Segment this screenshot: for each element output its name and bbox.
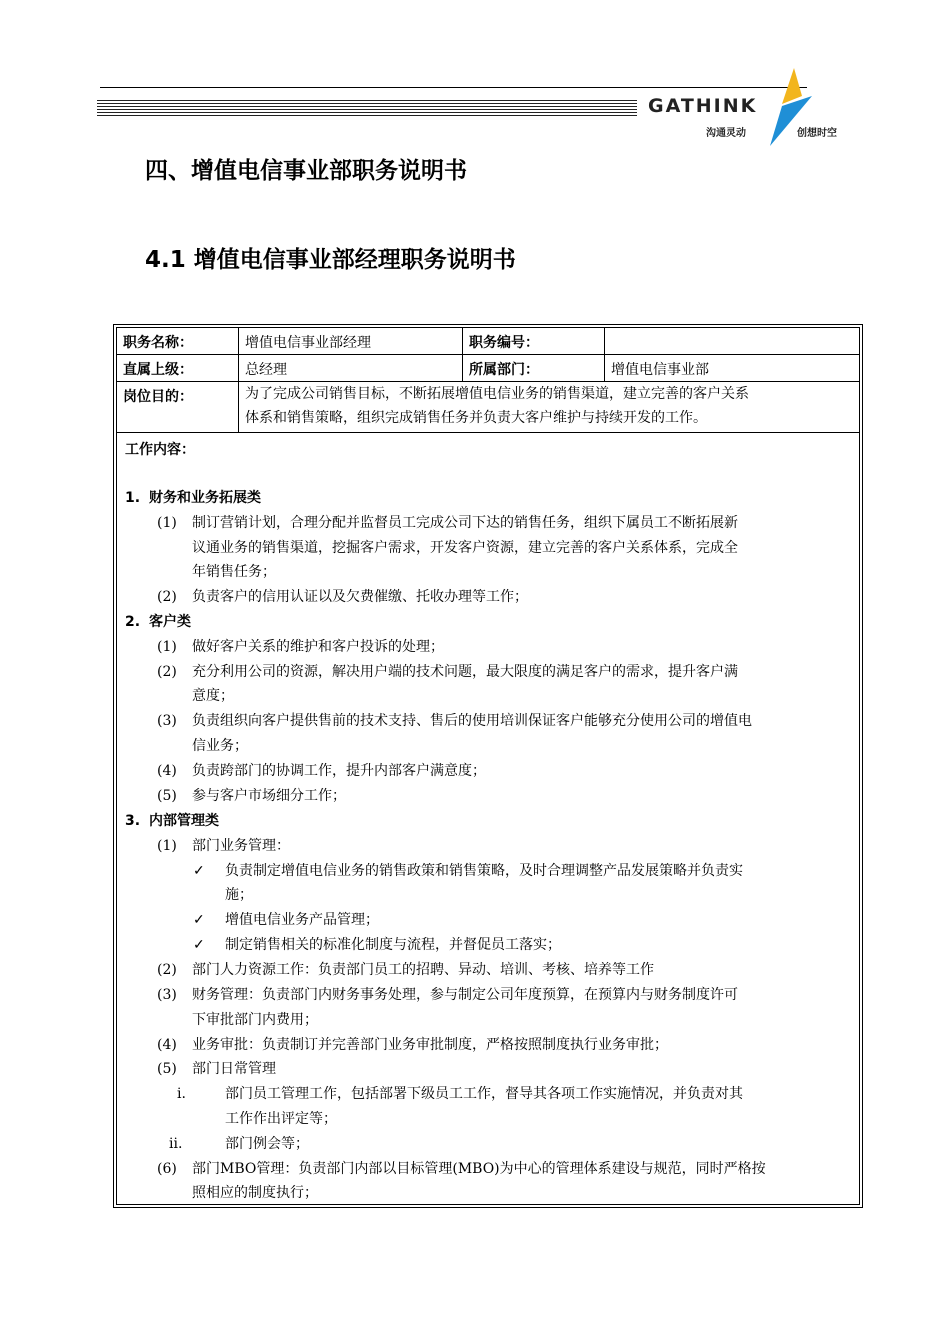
s3-item-3-line: 下审批部门内费用； <box>192 1012 318 1028</box>
job-code-label: 职务编号： <box>463 328 605 354</box>
s2-item-2-number: (2) <box>157 664 177 680</box>
checkmark-icon: ✓ <box>193 863 205 879</box>
table-row-supervisor <box>117 355 859 382</box>
section-heading: 四、增值电信事业部职务说明书 <box>145 158 467 184</box>
s3-item-4-number: (4) <box>157 1037 177 1053</box>
supervisor-value: 总经理 <box>239 355 463 381</box>
table-row-purpose <box>117 382 859 433</box>
s2-item-3-line: 信业务； <box>192 738 248 754</box>
purpose-line-2: 体系和销售策略，组织完成销售任务并负责大客户维护与持续开发的工作。 <box>245 410 707 426</box>
s1-item-1-number: (1) <box>157 515 177 531</box>
s3-item-6-number: (6) <box>157 1161 177 1177</box>
purpose-value <box>239 382 859 432</box>
s3-item-2-number: (2) <box>157 962 177 978</box>
section-3-number: 3. <box>125 813 141 829</box>
s3-item-3-line: 财务管理：负责部门内财务事务处理，参与制定公司年度预算，在预算内与财务制度许可 <box>192 987 738 1003</box>
s3-roman-1-number: i. <box>177 1086 186 1102</box>
s3-roman-2-number: ii. <box>169 1136 183 1152</box>
s3-item-1-number: (1) <box>157 838 177 854</box>
s3-check-1-line: 施； <box>225 887 253 903</box>
checkmark-icon: ✓ <box>193 937 205 953</box>
company-logo <box>648 66 858 148</box>
purpose-label: 岗位目的： <box>117 382 239 432</box>
table-inner-frame <box>116 327 860 1205</box>
section-2-title: 客户类 <box>149 614 191 630</box>
job-title-value: 增值电信事业部经理 <box>239 328 463 354</box>
job-description-table <box>113 324 863 1208</box>
s3-item-3-number: (3) <box>157 987 177 1003</box>
s2-item-5-number: (5) <box>157 788 177 804</box>
s1-item-1-line: 年销售任务； <box>192 564 276 580</box>
s2-item-1-line: 做好客户关系的维护和客户投诉的处理； <box>192 639 444 655</box>
s3-item-6-line: 照相应的制度执行； <box>192 1185 318 1201</box>
s1-item-2-line: 负责客户的信用认证以及欠费催缴、托收办理等工作； <box>192 589 528 605</box>
s2-item-1-number: (1) <box>157 639 177 655</box>
section-1-title: 财务和业务拓展类 <box>149 490 261 506</box>
s3-item-2-line: 部门人力资源工作：负责部门员工的招聘、异动、培训、考核、培养等工作 <box>192 962 654 978</box>
s3-item-5-line: 部门日常管理 <box>192 1061 276 1077</box>
logo-slogan-right: 创想时空 <box>797 128 837 139</box>
job-code-value <box>605 328 859 354</box>
s3-check-1-line: 负责制定增值电信业务的销售政策和销售策略，及时合理调整产品发展策略并负责实 <box>225 863 743 879</box>
s3-item-6-line: 部门MBO管理：负责部门内部以目标管理(MBO)为中心的管理体系建设与规范，同时严格按 <box>192 1161 766 1177</box>
logo-slogan-left: 沟通灵动 <box>706 128 746 139</box>
work-content-label: 工作内容： <box>125 442 195 458</box>
s3-item-5-number: (5) <box>157 1061 177 1077</box>
table-row-title <box>117 328 859 355</box>
s2-item-2-line: 充分利用公司的资源，解决用户端的技术问题，最大限度的满足客户的需求，提升客户满 <box>192 664 738 680</box>
work-content-cell <box>117 434 859 1204</box>
supervisor-label: 直属上级： <box>117 355 239 381</box>
section-2-number: 2. <box>125 614 141 630</box>
s3-roman-1-line: 部门员工管理工作，包括部署下级员工工作，督导其各项工作实施情况，并负责对其 <box>225 1086 743 1102</box>
s2-item-3-line: 负责组织向客户提供售前的技术支持、售后的使用培训保证客户能够充分使用公司的增值电 <box>192 713 752 729</box>
job-title-label: 职务名称： <box>117 328 239 354</box>
purpose-line-1: 为了完成公司销售目标，不断拓展增值电信业务的销售渠道，建立完善的客户关系 <box>245 386 749 402</box>
s1-item-1-line: 制订营销计划，合理分配并监督员工完成公司下达的销售任务，组织下属员工不断拓展新 <box>192 515 738 531</box>
s2-item-3-number: (3) <box>157 713 177 729</box>
s1-item-2-number: (2) <box>157 589 177 605</box>
s3-check-3-line: 制定销售相关的标准化制度与流程，并督促员工落实； <box>225 937 561 953</box>
s3-item-1-line: 部门业务管理： <box>192 838 290 854</box>
section-1-number: 1. <box>125 490 141 506</box>
department-value: 增值电信事业部 <box>611 362 709 378</box>
header-stripes <box>97 100 637 118</box>
checkmark-icon: ✓ <box>193 912 205 928</box>
s3-roman-2-line: 部门例会等； <box>225 1136 309 1152</box>
s2-item-4-line: 负责跨部门的协调工作，提升内部客户满意度； <box>192 763 486 779</box>
s2-item-4-number: (4) <box>157 763 177 779</box>
logo-wordmark: GATHINK <box>648 95 758 117</box>
department-label: 所属部门： <box>463 355 605 381</box>
s3-roman-1-line: 工作作出评定等； <box>225 1111 337 1127</box>
s1-item-1-line: 议通业务的销售渠道，挖掘客户需求，开发客户资源，建立完善的客户关系体系，完成全 <box>192 540 738 556</box>
s3-check-2-line: 增值电信业务产品管理； <box>225 912 379 928</box>
s2-item-5-line: 参与客户市场细分工作； <box>192 788 346 804</box>
s3-item-4-line: 业务审批：负责制订并完善部门业务审批制度，严格按照制度执行业务审批； <box>192 1037 668 1053</box>
s2-item-2-line: 意度； <box>192 688 234 704</box>
subsection-heading: 4.1 增值电信事业部经理职务说明书 <box>145 247 516 273</box>
section-3-title: 内部管理类 <box>149 813 219 829</box>
